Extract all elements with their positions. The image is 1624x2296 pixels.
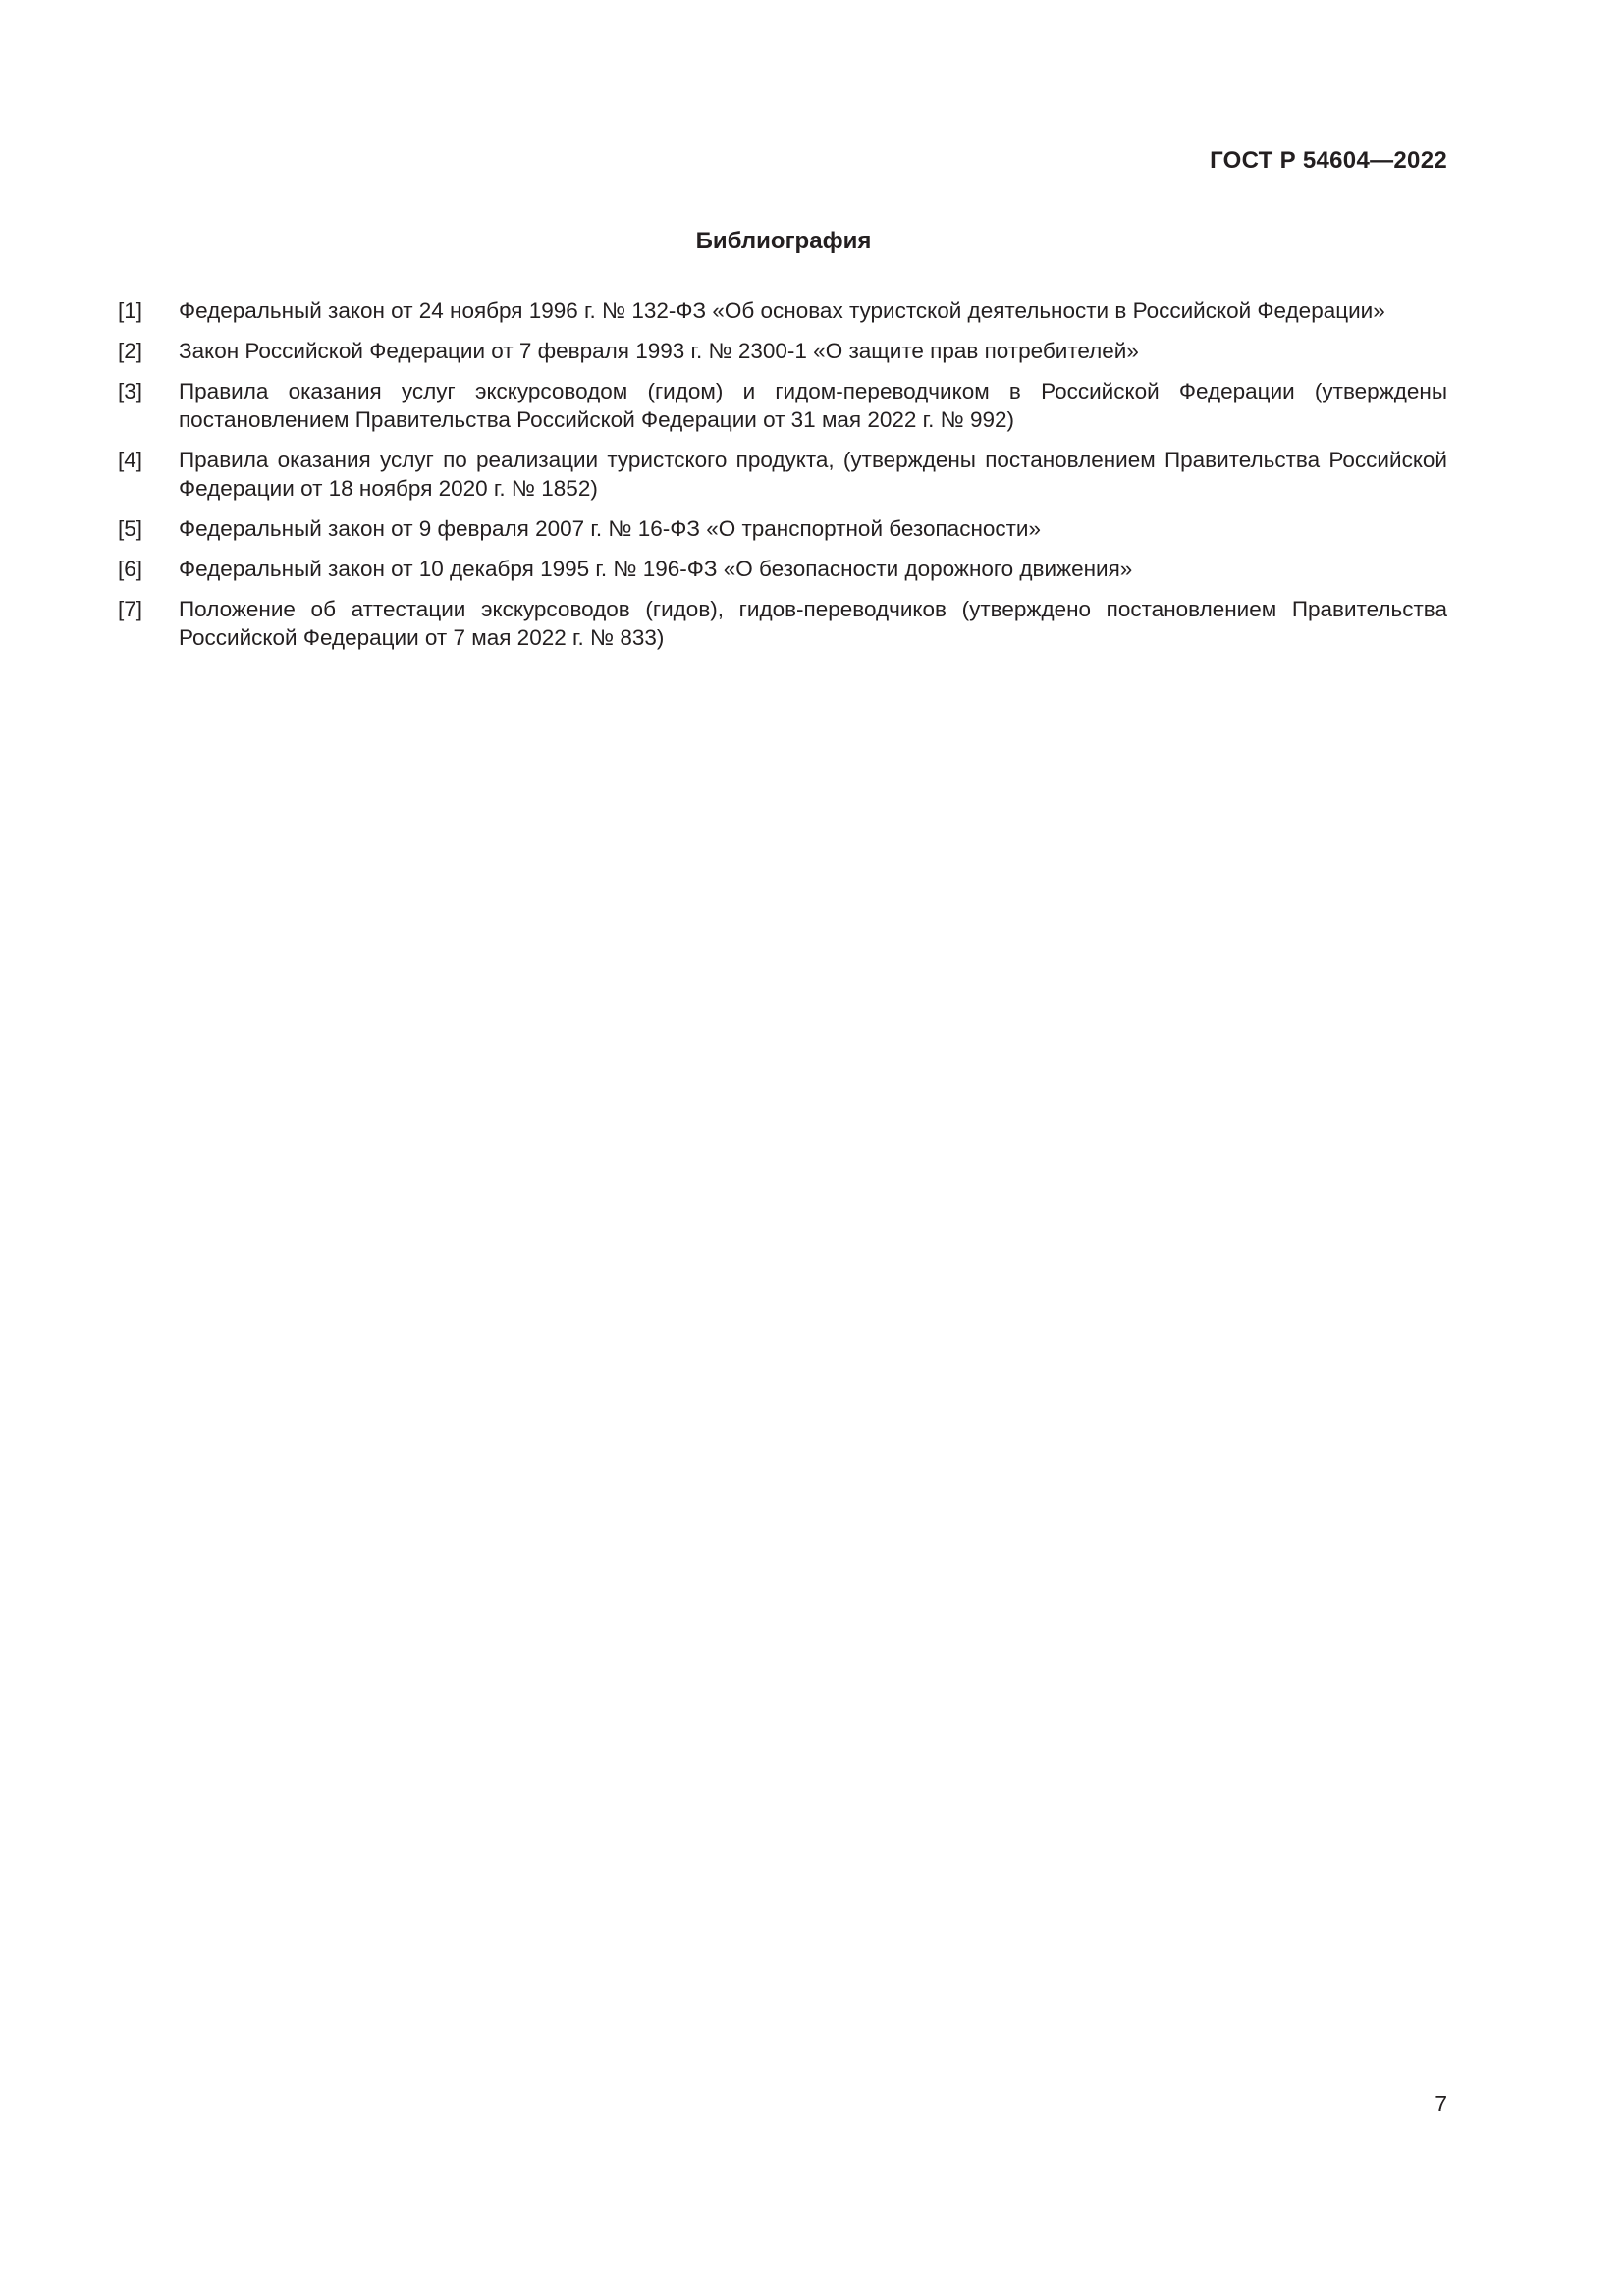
bibliography-entry [118,446,1447,503]
bibliography-entry-number: [3] [118,379,143,403]
bibliography-list [118,296,1447,664]
bibliography-entry [118,514,1447,543]
page-number: 7 [1435,2091,1447,2116]
bibliography-entry-text: Правила оказания услуг по реализации туристского продукта, (утверждены постановлением Правительства Российской Федерации от 18 ноября 2020 г. № 1852) [179,448,1447,501]
bibliography-entry [118,595,1447,652]
bibliography-entry [118,337,1447,365]
bibliography-entry-text: Федеральный закон от 24 ноября 1996 г. № 132-ФЗ «Об основах туристской деятельности в Российской Федерации» [179,298,1385,323]
bibliography-entry-text: Федеральный закон от 10 декабря 1995 г. № 196-ФЗ «О безопасности дорожного движения» [179,557,1133,581]
bibliography-entry-number: [6] [118,557,143,581]
bibliography-entry [118,296,1447,325]
standard-code-header: ГОСТ Р 54604—2022 [1210,147,1447,174]
bibliography-entry-text: Закон Российской Федерации от 7 февраля 1993 г. № 2300-1 «О защите прав потребителей» [179,339,1139,363]
bibliography-entry-number: [2] [118,339,143,363]
bibliography-entry-text: Федеральный закон от 9 февраля 2007 г. № 16-ФЗ «О транспортной безопасности» [179,516,1042,541]
bibliography-entry-number: [7] [118,597,143,621]
bibliography-entry [118,377,1447,434]
bibliography-entry-number: [4] [118,448,143,472]
bibliography-entry-text: Правила оказания услуг экскурсоводом (гидом) и гидом-переводчиком в Российской Федерации (утверждены постановлением Правительства Российской Федерации от 31 мая 2022 г. № 992) [179,379,1447,432]
bibliography-entry [118,555,1447,583]
bibliography-entry-number: [1] [118,298,143,323]
bibliography-title: Библиография [695,228,872,254]
bibliography-entry-text: Положение об аттестации экскурсоводов (гидов), гидов-переводчиков (утверждено постановлением Правительства Российской Федерации от 7 мая 2022 г. № 833) [179,597,1447,650]
bibliography-entry-number: [5] [118,516,143,541]
